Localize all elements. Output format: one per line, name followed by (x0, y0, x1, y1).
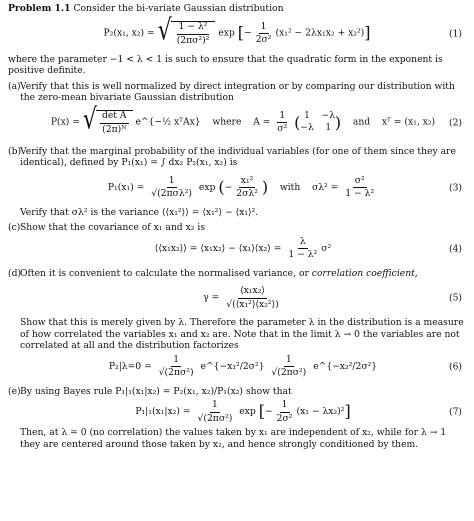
equation-5 (20, 279, 466, 317)
equation-2 (20, 104, 466, 142)
eq3-lhs: P₁(x₁) = (107, 182, 145, 193)
eq1-rest: (x₁² − 2λx₁x₂ + x₂²) (275, 28, 365, 39)
eq2-xT: xᵀ = (x₁, x₂) (381, 117, 436, 128)
eq7-lhs: P₁|₁(x₁|x₂) = (135, 406, 191, 418)
part-d-label: (d) (8, 267, 22, 279)
part-c-label: (c) (8, 222, 21, 233)
eq4-frac-den: 1 − λ² (288, 249, 318, 260)
eq1-frac-den: 2σ² (255, 34, 272, 45)
matrix-cell-12: −λ (321, 111, 335, 122)
eq6-f1-num: 1 (171, 355, 181, 367)
eq5-frac-num: ⟨x₁x₂⟩ (238, 286, 267, 298)
problem-number: Problem 1.1 (8, 3, 71, 14)
eq3-frac-den: √(2πσλ²) (151, 188, 192, 199)
problem-page (8, 3, 466, 450)
eq2-sqrt-den: (2π)ᴺ (102, 123, 127, 135)
eq1-exp: exp (218, 28, 235, 39)
equation-7 (20, 397, 466, 427)
eq4-number: (4) (448, 242, 462, 254)
intro-paragraph: where the parameter −1 < λ < 1 is such to ensure that the quadratic form in the exponent is positive definite. (8, 53, 443, 76)
eq6-number: (6) (448, 360, 462, 372)
eq6-lhs: P₂|λ=0 = (108, 361, 152, 372)
eq6-e2: e^{−x₂²/2σ²} (313, 361, 378, 372)
part-a-text: Verify that this is well normalized by direct integration or by comparing our distribution with the zero-mean bivariate Gaussian distribution (20, 80, 455, 103)
eq2-expression (50, 104, 436, 137)
eq3-sigma-den: 1 − λ² (345, 188, 375, 199)
eq1-lhs: P₂(x₁, x₂) = (103, 28, 155, 39)
eq7-inner-den: 2σ² (276, 412, 293, 424)
part-b-text: Verify that the marginal probability of the individual variables (for one of them since they are identical), defined by P₁(x₁) = ∫ dx₂ P₂(x₁, x₂) is (20, 145, 456, 168)
problem-title-text: Consider the bi-variate Gaussian distribution (73, 3, 284, 14)
eq7-number: (7) (448, 406, 462, 418)
eq2-number: (2) (448, 116, 462, 128)
part-e (8, 386, 466, 451)
eq3-exp-num: x₁² (239, 176, 256, 188)
eq2-A-frac-num: 1 (277, 111, 287, 123)
part-a-label: (a) (8, 80, 21, 92)
eq7-expression: P₁|₁(x₁|x₂) = $\frac{1}{\text{√(2πσ²)}}$ exp [− $\frac{1}{\text{2σ²}}$ (x₁ − λx₂)²] (135, 399, 351, 424)
part-d-text-italic: correlation coefficient, (311, 267, 418, 279)
part-a (8, 81, 466, 142)
equation-3 (20, 169, 466, 207)
eq3-exp-den: 2σλ² (236, 188, 258, 199)
eq2-matrix: ( 1 −λ −λ 1 ) (294, 111, 342, 133)
eq2-A-frac-den: σ² (277, 123, 288, 134)
eq7-exp: exp (239, 406, 256, 418)
eq6-expression (109, 355, 377, 378)
part-d-after: Show that this is merely given by λ. Therefore the parameter λ in the distribution is a measure of how correlated the variables x₁ and x₂ are. Note that in the limit λ → 0 the variables are not correlated at all and the distribution factorizes (20, 317, 464, 351)
part-b-after: Verify that σλ² is the variance ⟨⟨x₁²⟩⟩ = ⟨x₁²⟩ − ⟨x₁⟩². (20, 206, 259, 218)
eq1-number: (1) (448, 27, 462, 39)
equation-1 (8, 15, 466, 53)
eq4-tail: σ² (321, 243, 332, 254)
part-c-text: Show that the covariance of x₁ and x₂ is (20, 222, 206, 233)
part-c (8, 222, 466, 264)
eq2-exp: e^{−½ xᵀAx} (135, 117, 201, 128)
eq2-and: and (352, 117, 371, 128)
part-b-label: (b) (8, 145, 22, 157)
problem-heading-line (8, 3, 466, 15)
eq3-with: with (279, 182, 301, 193)
eq2-sqrt: √ $\frac{\text{det A}}{\text{(2π)ᴺ}}$ (83, 110, 133, 134)
eq3-expression: P₁(x₁) = $\frac{1}{\text{√(2πσλ²)}}$ exp (− $\frac{\text{x₁²}}{\text{2σλ²}}$ ) with σλ² = $\frac{\text{σ²}}{\text{1 − λ²}}$ (107, 174, 375, 199)
eq1-frac-num: 1 (259, 22, 269, 34)
eq5-frac-den: √(⟨x₁²⟩⟨x₂²⟩) (226, 298, 279, 310)
eq5-lhs: γ = (203, 292, 220, 304)
eq6-f2-den: √(2πσ²) (271, 367, 307, 378)
eq7-frac-den: √(2πσ²) (197, 412, 233, 424)
eq1-sqrt-num: 1 − λ² (177, 22, 210, 34)
eq1-sqrt-den: (2πσ²)² (176, 34, 210, 46)
matrix-cell-21: −λ (300, 122, 314, 133)
part-e-label: (e) (8, 385, 21, 397)
equation-4 (20, 234, 466, 264)
part-e-text: By using Bayes rule P₁|₁(x₁|x₂) = P₂(x₁, x₂)/P₁(x₂) show that (20, 385, 292, 397)
eq2-sqrt-num: det A (100, 111, 129, 123)
eq7-inner-num: 1 (280, 400, 290, 412)
eq1-frac (254, 22, 274, 45)
eq6-e1: e^{−x₁²/2σ²} (200, 361, 265, 372)
part-e-after: Then, at λ = 0 (no correlation) the values taken by x₁ are independent of x₂, while for λ → 1 they are centered around those taken by x₂, and hence strongly conditioned by them. (20, 427, 447, 450)
matrix-cell-11: 1 (304, 111, 310, 122)
eq1-sqrt: √ $\frac{\text{1 − λ²}}{\text{(2πσ²)²}}$ (158, 21, 216, 45)
part-d-text-start: Often it is convenient to calculate the normalised variance, or (20, 267, 312, 279)
equation-6 (20, 352, 466, 382)
eq5-number: (5) (448, 292, 462, 304)
eq3-frac-num: 1 (167, 176, 177, 188)
eq2-lhs: P(x) = (50, 117, 80, 128)
part-d (8, 268, 466, 382)
eq3-sigma-num: σ² (353, 176, 367, 188)
eq3-number: (3) (448, 181, 462, 193)
eq5-expression (203, 286, 283, 309)
eq1-expression: P₂(x₁, x₂) = √ $\frac{\text{1 − λ²}}{\text{(2πσ²)²}}$ exp [− $\frac{1}{\text{2σ²}}$ (x₁² − 2λx₁x₂ + x₂²)] (103, 15, 371, 48)
eq4-expression (155, 237, 332, 260)
eq4-frac-num: λ (298, 237, 308, 249)
eq1-sqrt-frac (175, 22, 212, 45)
part-b (8, 146, 466, 219)
eq7-frac-num: 1 (210, 400, 220, 412)
eq6-f2-num: 1 (284, 355, 294, 367)
eq3-exp: exp (198, 182, 216, 193)
eq2-where: where (212, 117, 242, 128)
part-d-text (20, 268, 466, 280)
eq4-lhs: ⟨⟨x₁x₂⟩⟩ = ⟨x₁x₂⟩ − ⟨x₁⟩⟨x₂⟩ = (154, 243, 282, 254)
eq6-f1-den: √(2πσ²) (158, 367, 194, 378)
eq3-sigma-lhs: σλ² = (311, 182, 339, 193)
eq2-A-lhs: A = (253, 117, 271, 128)
matrix-cell-22: 1 (325, 122, 332, 133)
eq7-inner-rest: (x₁ − λx₂)² (296, 406, 345, 418)
